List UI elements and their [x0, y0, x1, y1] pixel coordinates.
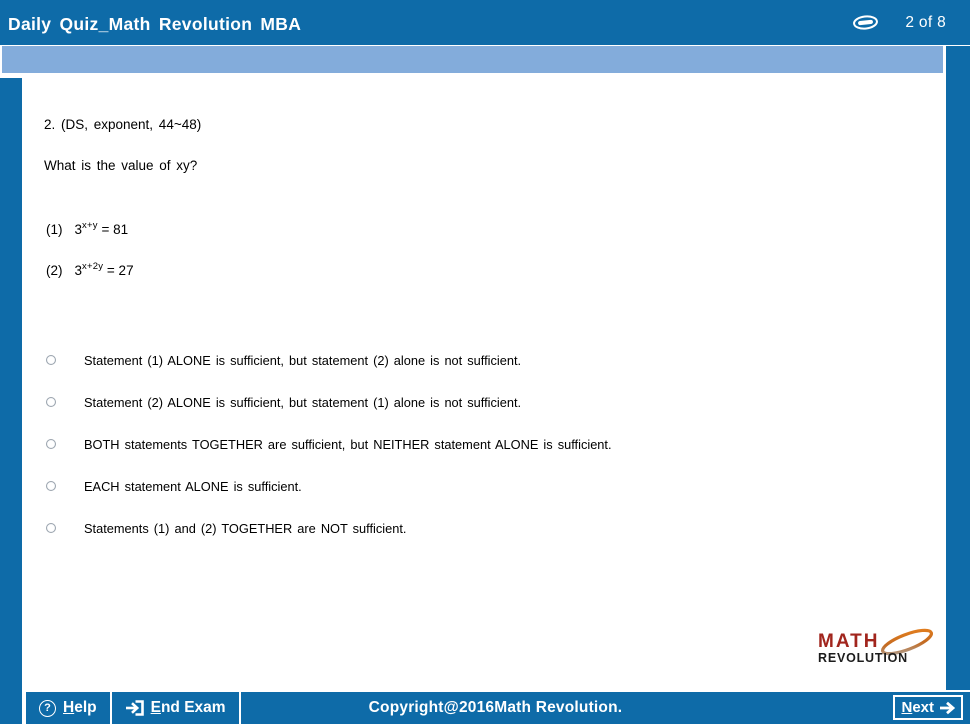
answer-option-a-label: Statement (1) ALONE is sufficient, but statement (2) alone is not sufficient. — [84, 352, 522, 368]
app-title: Daily Quiz_Math Revolution MBA — [8, 14, 302, 34]
title-bar — [0, 0, 970, 45]
answer-option-d[interactable] — [0, 465, 940, 507]
title-bar-right — [852, 0, 970, 45]
answer-option-d-label: EACH statement ALONE is sufficient. — [84, 478, 302, 494]
answer-option-e[interactable] — [0, 507, 940, 549]
answer-option-b[interactable] — [0, 381, 940, 423]
answer-options — [0, 339, 940, 549]
radio-button-e[interactable] — [46, 523, 56, 533]
answer-option-c[interactable] — [0, 423, 940, 465]
logo-revolution-text: REVOLUTION — [818, 651, 908, 665]
statement-2-base: 3 — [74, 263, 83, 278]
answer-option-a[interactable] — [0, 339, 940, 381]
help-button[interactable] — [26, 692, 112, 724]
statement-2-rhs: = 27 — [106, 263, 134, 278]
disc-swoosh-icon — [852, 14, 879, 31]
answer-option-c-label: BOTH statements TOGETHER are sufficient, but NEITHER statement ALONE is sufficient. — [84, 436, 612, 452]
answer-option-b-label: Statement (2) ALONE is sufficient, but statement (1) alone is not sufficient. — [84, 394, 522, 410]
logo-math-text: MATH — [818, 631, 880, 652]
radio-button-c[interactable] — [46, 439, 56, 449]
next-label: Next — [901, 699, 934, 716]
help-label: Help — [63, 699, 97, 716]
statement-1-label: (1) — [46, 222, 63, 237]
end-exam-label: End Exam — [150, 699, 226, 716]
end-exam-icon — [125, 700, 144, 716]
radio-button-d[interactable] — [46, 481, 56, 491]
radio-button-a[interactable] — [46, 355, 56, 365]
next-button[interactable] — [893, 695, 963, 720]
question-prompt: What is the value of xy? — [44, 158, 198, 173]
progress-subbar — [2, 46, 943, 76]
question-heading: 2. (DS, exponent, 44~48) — [44, 117, 202, 132]
statement-2 — [46, 261, 134, 278]
end-exam-button[interactable] — [112, 692, 241, 724]
statement-1-base: 3 — [74, 222, 83, 237]
radio-button-b[interactable] — [46, 397, 56, 407]
math-revolution-logo — [818, 633, 936, 666]
help-icon: ? — [39, 700, 56, 717]
statement-2-exponent: x+2y — [82, 261, 104, 272]
answer-option-e-label: Statements (1) and (2) TOGETHER are NOT sufficient. — [84, 520, 407, 536]
statement-2-label: (2) — [46, 263, 63, 278]
bottom-toolbar — [26, 692, 970, 724]
next-arrow-icon — [939, 701, 955, 715]
statement-1 — [46, 220, 128, 237]
copyright-text: Copyright@2016Math Revolution. — [368, 699, 623, 716]
page-indicator: 2 of 8 — [905, 13, 946, 31]
statement-1-rhs: = 81 — [101, 222, 129, 237]
statement-1-exponent: x+y — [82, 220, 98, 231]
right-border-strip — [946, 46, 970, 690]
